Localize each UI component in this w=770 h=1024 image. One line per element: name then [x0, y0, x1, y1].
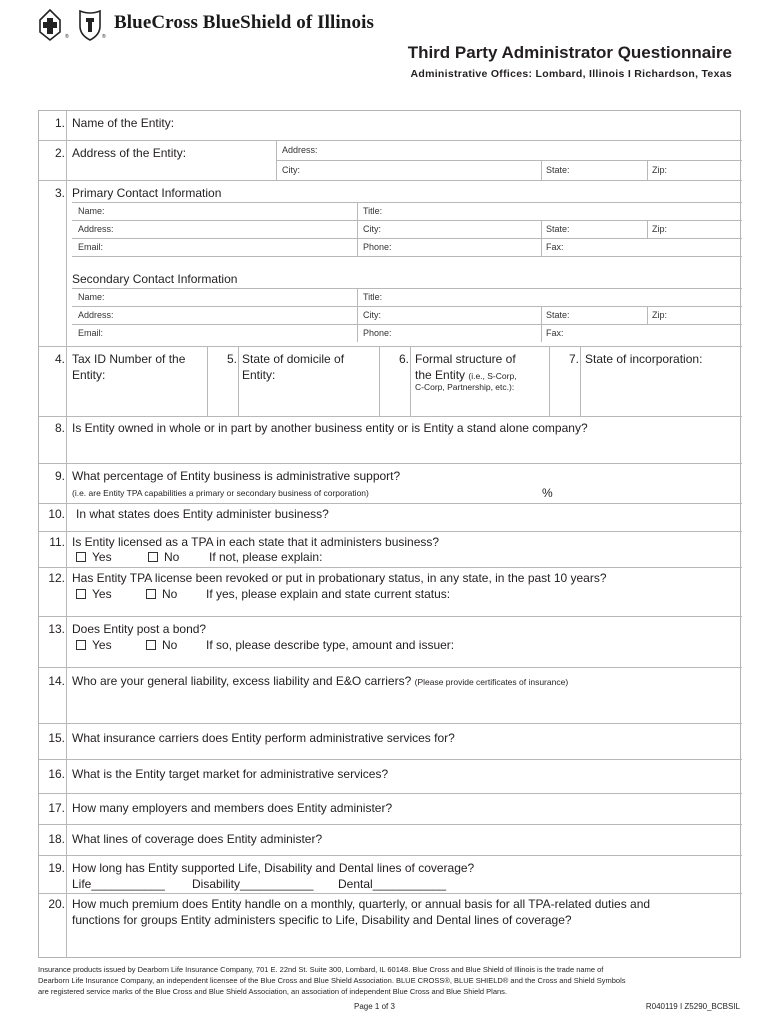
- q8-number: 8.: [54, 421, 65, 435]
- q6-text-2: the Entity: [415, 368, 466, 382]
- q19-text: How long has Entity supported Life, Disability and Dental lines of coverage?: [72, 861, 475, 875]
- q11-number: 11.: [49, 535, 65, 549]
- q9-note: (i.e. are Entity TPA capabilities a primary or secondary business of corporation): [72, 488, 369, 498]
- secondary-name-field[interactable]: Name:: [78, 292, 105, 302]
- q12-yes-label: Yes: [92, 587, 112, 601]
- q20-text: How much premium does Entity handle on a monthly, quarterly, or annual basis for all TPA-related duties and: [72, 897, 651, 911]
- q11-no-checkbox[interactable]: [148, 552, 158, 562]
- bcbs-logo: [38, 8, 110, 47]
- footer-line-3: are registered service marks of the Blue Cross and Blue Shield Association, an association of independent Blue Cross and Blue Shield Plans.: [38, 987, 508, 996]
- q7-text: State of incorporation:: [585, 352, 703, 366]
- q11-no-option[interactable]: [148, 550, 179, 564]
- q5-text: State of domicile of: [242, 352, 345, 366]
- q17-number: 17.: [48, 801, 65, 815]
- svg-text:®: ®: [65, 34, 69, 40]
- q12-text: Has Entity TPA license been revoked or put in probationary status, in any state, in the past 10 years?: [72, 571, 607, 585]
- primary-name-field[interactable]: Name:: [78, 206, 105, 216]
- document-title: Third Party Administrator Questionnaire: [407, 43, 732, 62]
- q17-text: How many employers and members does Entity administer?: [72, 801, 393, 815]
- q18-number: 18.: [48, 832, 65, 846]
- q5-number: 5.: [226, 352, 237, 366]
- q12-no-checkbox[interactable]: [146, 589, 156, 599]
- primary-fax-field[interactable]: Fax:: [546, 242, 564, 252]
- entity-address-field[interactable]: Address:: [282, 145, 318, 155]
- primary-address-field[interactable]: Address:: [78, 224, 114, 234]
- primary-email-field[interactable]: Email:: [78, 242, 104, 252]
- q16-text: What is the Entity target market for administrative services?: [72, 767, 389, 781]
- secondary-state-field[interactable]: State:: [546, 310, 570, 320]
- q20-text-2: functions for groups Entity administers specific to Life, Disability and Dental lines of coverage?: [72, 913, 572, 927]
- q19-number: 19.: [48, 861, 65, 875]
- q15-text: What insurance carriers does Entity perform administrative services for?: [72, 731, 455, 745]
- q13-yes-option[interactable]: [76, 638, 112, 652]
- secondary-email-field[interactable]: Email:: [78, 328, 104, 338]
- document-subtitle: Administrative Offices: Lombard, Illinois I Richardson, Texas: [410, 68, 732, 80]
- q7-number: 7.: [568, 352, 579, 366]
- primary-state-field[interactable]: State:: [546, 224, 570, 234]
- q10-text: In what states does Entity administer business?: [76, 507, 329, 521]
- form-code: R040119 I Z5290_BCBSIL: [645, 1002, 740, 1011]
- q6-number: 6.: [398, 352, 409, 366]
- q6-hint-2: C-Corp, Partnership, etc.):: [415, 382, 515, 392]
- q12-no-label: No: [162, 587, 178, 601]
- secondary-fax-field[interactable]: Fax:: [546, 328, 564, 338]
- primary-zip-field[interactable]: Zip:: [652, 224, 668, 234]
- secondary-contact-heading: Secondary Contact Information: [72, 272, 238, 286]
- q19-disability-field[interactable]: Disability___________: [192, 877, 314, 891]
- q13-no-checkbox[interactable]: [146, 640, 156, 650]
- q6-hint: (i.e., S-Corp,: [468, 371, 517, 381]
- q12-number: 12.: [48, 571, 65, 585]
- svg-text:®: ®: [102, 34, 106, 40]
- q6-text: Formal structure of: [415, 352, 516, 366]
- q9-text: What percentage of Entity business is administrative support?: [72, 469, 401, 483]
- q11-yes-checkbox[interactable]: [76, 552, 86, 562]
- q14-text: Who are your general liability, excess liability and E&O carriers?: [72, 674, 412, 688]
- entity-city-field[interactable]: City:: [282, 165, 300, 175]
- q2-text: Address of the Entity:: [72, 146, 187, 160]
- primary-city-field[interactable]: City:: [363, 224, 381, 234]
- primary-title-field[interactable]: Title:: [363, 206, 383, 216]
- q13-yes-label: Yes: [92, 638, 112, 652]
- q11-yes-option[interactable]: [76, 550, 112, 564]
- q12-no-option[interactable]: [146, 587, 177, 601]
- q11-text: Is Entity licensed as a TPA in each state that it administers business?: [72, 535, 440, 549]
- q11-followup: If not, please explain:: [209, 550, 323, 564]
- footer-line-1: Insurance products issued by Dearborn Life Insurance Company, 701 E. 22nd St. Suite 300, Lombard, IL 60148. Blue Cross and Blue Shield of Illinois is the trade name of: [38, 965, 604, 974]
- questionnaire-form: [38, 110, 741, 958]
- secondary-zip-field[interactable]: Zip:: [652, 310, 668, 320]
- q15-number: 15.: [48, 731, 65, 745]
- footer-line-2: Dearborn Life Insurance Company, an independent licensee of the Blue Cross and Blue Shield Association. BLUE CROSS®, BLUE SHIELD® and the Cross and Shield Symbols: [38, 976, 626, 985]
- secondary-address-field[interactable]: Address:: [78, 310, 114, 320]
- q12-yes-checkbox[interactable]: [76, 589, 86, 599]
- q4-text: Tax ID Number of the: [72, 352, 186, 366]
- q13-yes-checkbox[interactable]: [76, 640, 86, 650]
- q13-followup: If so, please describe type, amount and issuer:: [206, 638, 455, 652]
- q18-text: What lines of coverage does Entity administer?: [72, 832, 323, 846]
- q19-dental-field[interactable]: Dental___________: [338, 877, 447, 891]
- q11-yes-label: Yes: [92, 550, 112, 564]
- q9-number: 9.: [54, 469, 65, 483]
- q16-number: 16.: [48, 767, 65, 781]
- q12-yes-option[interactable]: [76, 587, 112, 601]
- q13-no-option[interactable]: [146, 638, 177, 652]
- q2-number: 2.: [54, 146, 65, 160]
- q20-number: 20.: [48, 897, 65, 911]
- q19-life-field[interactable]: Life___________: [72, 877, 165, 891]
- q3-number: 3.: [54, 186, 65, 200]
- q14-note: (Please provide certificates of insurance): [414, 677, 569, 687]
- legal-footer: [38, 964, 743, 997]
- q13-number: 13.: [48, 622, 65, 636]
- q14-number: 14.: [48, 674, 65, 688]
- entity-state-field[interactable]: State:: [546, 165, 570, 175]
- q4-number: 4.: [54, 352, 65, 366]
- page-number: Page 1 of 3: [354, 1002, 395, 1011]
- q4-text-2: Entity:: [72, 368, 106, 382]
- q1-text: Name of the Entity:: [72, 116, 175, 130]
- q13-no-label: No: [162, 638, 178, 652]
- brand-name: BlueCross BlueShield of Illinois: [114, 12, 374, 33]
- q1-number: 1.: [54, 116, 65, 130]
- percent-field[interactable]: %: [542, 486, 553, 500]
- q11-no-label: No: [164, 550, 180, 564]
- q3-text: Primary Contact Information: [72, 186, 222, 200]
- secondary-phone-field[interactable]: Phone:: [363, 328, 392, 338]
- primary-phone-field[interactable]: Phone:: [363, 242, 392, 252]
- secondary-city-field[interactable]: City:: [363, 310, 381, 320]
- q5-text-2: Entity:: [242, 368, 276, 382]
- q13-text: Does Entity post a bond?: [72, 622, 207, 636]
- q12-followup: If yes, please explain and state current status:: [206, 587, 451, 601]
- q10-number: 10.: [48, 507, 65, 521]
- q8-text: Is Entity owned in whole or in part by another business entity or is Entity a stand alone company?: [72, 421, 588, 435]
- entity-zip-field[interactable]: Zip:: [652, 165, 668, 175]
- secondary-title-field[interactable]: Title:: [363, 292, 383, 302]
